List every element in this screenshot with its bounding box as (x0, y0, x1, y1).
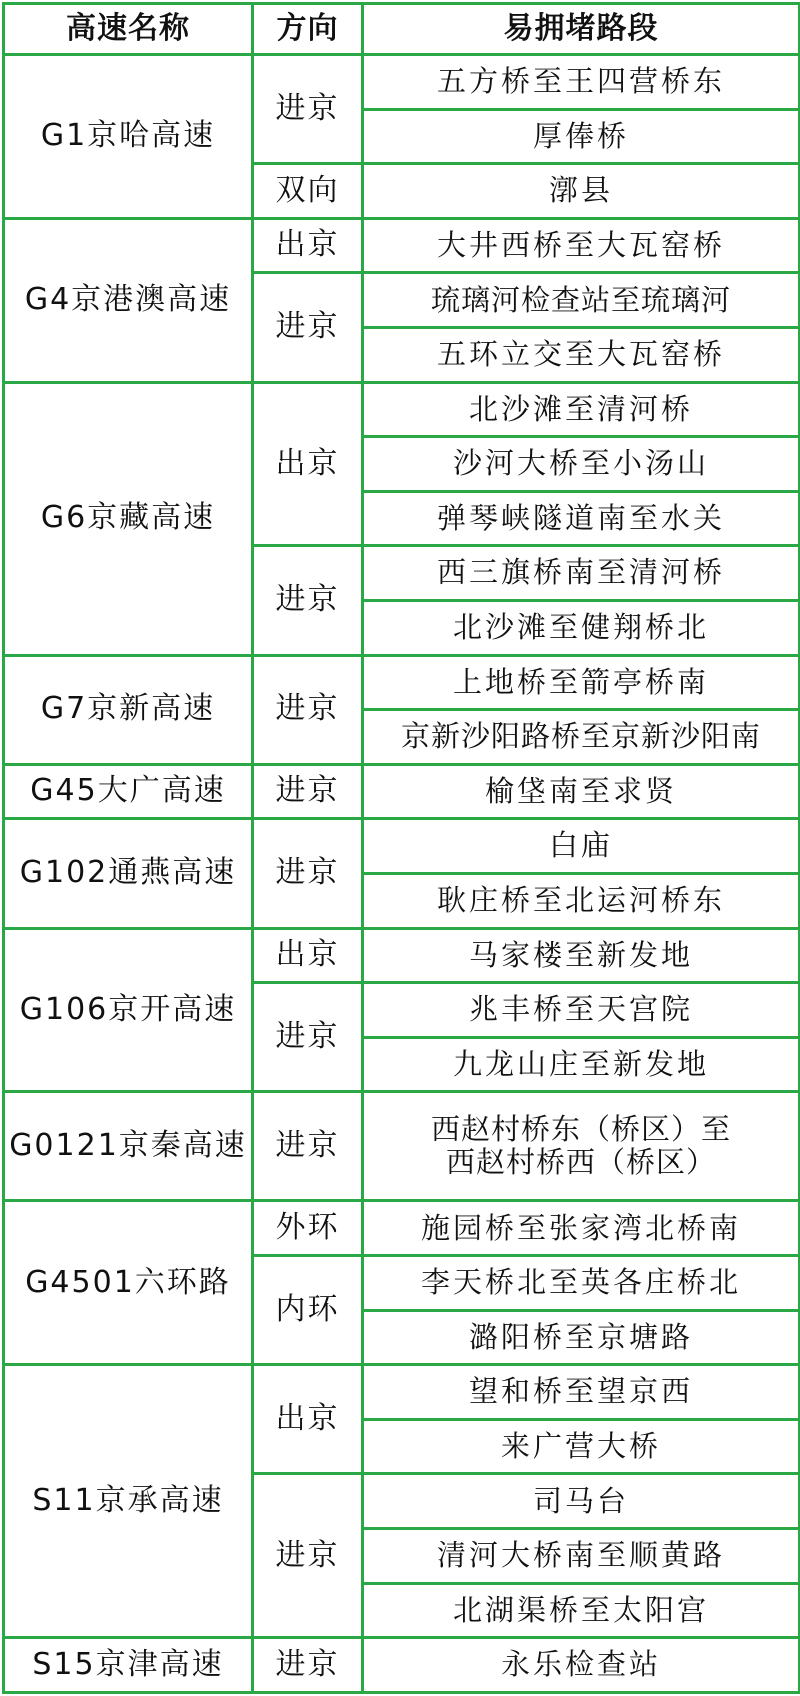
segment: 李天桥北至英各庄桥北 (363, 1256, 800, 1311)
segment-line-2: 西赵村桥西（桥区） (445, 1145, 716, 1180)
table-row (4, 819, 800, 874)
direction: 进京 (253, 819, 363, 928)
header-segment: 易拥堵路段 (363, 4, 800, 55)
segment: 上地桥至箭亭桥南 (363, 655, 800, 710)
table-row (4, 1092, 800, 1147)
segment: 京新沙阳路桥至京新沙阳南 (363, 710, 800, 765)
segment: 大井西桥至大瓦窑桥 (363, 218, 800, 273)
direction: 进京 (253, 764, 363, 819)
direction: 进京 (253, 1092, 363, 1201)
segment: 施园桥至张家湾北桥南 (363, 1201, 800, 1256)
segment: 九龙山庄至新发地 (363, 1037, 800, 1092)
direction: 外环 (253, 1201, 363, 1256)
segment: 琉璃河检查站至琉璃河 (363, 273, 800, 328)
highway-name: S15京津高速 (4, 1638, 253, 1693)
table-row (4, 1638, 800, 1693)
header-direction: 方向 (253, 4, 363, 55)
direction: 双向 (253, 164, 363, 219)
segment: 榆垡南至求贤 (363, 764, 800, 819)
table-row (4, 55, 800, 110)
segment-line-1: 西赵村桥东（桥区）至 (430, 1112, 731, 1147)
highway-name: G0121京秦高速 (4, 1092, 253, 1201)
direction: 进京 (253, 1638, 363, 1693)
table-row (4, 218, 800, 273)
segment: 五环立交至大瓦窑桥 (363, 327, 800, 382)
segment: 弹琴峡隧道南至水关 (363, 491, 800, 546)
segment: 北沙滩至健翔桥北 (363, 600, 800, 655)
segment: 北沙滩至清河桥 (363, 382, 800, 437)
highway-name: G6京藏高速 (4, 382, 253, 655)
table-row (4, 1365, 800, 1420)
table-row (4, 764, 800, 819)
table-header-row (4, 4, 800, 55)
segment: 清河大桥南至顺黄路 (363, 1529, 800, 1584)
highway-name: G106京开高速 (4, 928, 253, 1092)
segment: 耿庄桥至北运河桥东 (363, 873, 800, 928)
segment: 来广营大桥 (363, 1419, 800, 1474)
segment: 五方桥至王四营桥东 (363, 55, 800, 110)
direction: 进京 (253, 546, 363, 655)
highway-name: G1京哈高速 (4, 55, 253, 219)
segment: 北湖渠桥至太阳宫 (363, 1583, 800, 1638)
segment: 漷县 (363, 164, 800, 219)
direction: 进京 (253, 655, 363, 764)
highway-name: S11京承高速 (4, 1365, 253, 1638)
direction: 进京 (253, 1474, 363, 1638)
segment: 沙河大桥至小汤山 (363, 437, 800, 492)
direction: 内环 (253, 1256, 363, 1365)
table-row (4, 1201, 800, 1256)
segment: 司马台 (363, 1474, 800, 1529)
direction: 进京 (253, 55, 363, 164)
table-row (4, 382, 800, 437)
direction: 进京 (253, 983, 363, 1092)
segment: 永乐检查站 (363, 1638, 800, 1693)
direction: 出京 (253, 928, 363, 983)
segment: 潞阳桥至京塘路 (363, 1310, 800, 1365)
header-highway-name: 高速名称 (4, 4, 253, 55)
highway-name: G4501六环路 (4, 1201, 253, 1365)
highway-name: G102通燕高速 (4, 819, 253, 928)
table-row (4, 928, 800, 983)
segment: 白庙 (363, 819, 800, 874)
direction: 出京 (253, 382, 363, 546)
segment: 兆丰桥至天宫院 (363, 983, 800, 1038)
highway-name: G7京新高速 (4, 655, 253, 764)
table-row (4, 655, 800, 710)
segment: 望和桥至望京西 (363, 1365, 800, 1420)
congestion-table (2, 2, 800, 1694)
segment: 西三旗桥南至清河桥 (363, 546, 800, 601)
highway-name: G45大广高速 (4, 764, 253, 819)
segment: 厚俸桥 (363, 109, 800, 164)
segment: 马家楼至新发地 (363, 928, 800, 983)
direction: 出京 (253, 1365, 363, 1474)
highway-name: G4京港澳高速 (4, 218, 253, 382)
direction: 出京 (253, 218, 363, 273)
segment (363, 1092, 800, 1201)
direction: 进京 (253, 273, 363, 382)
